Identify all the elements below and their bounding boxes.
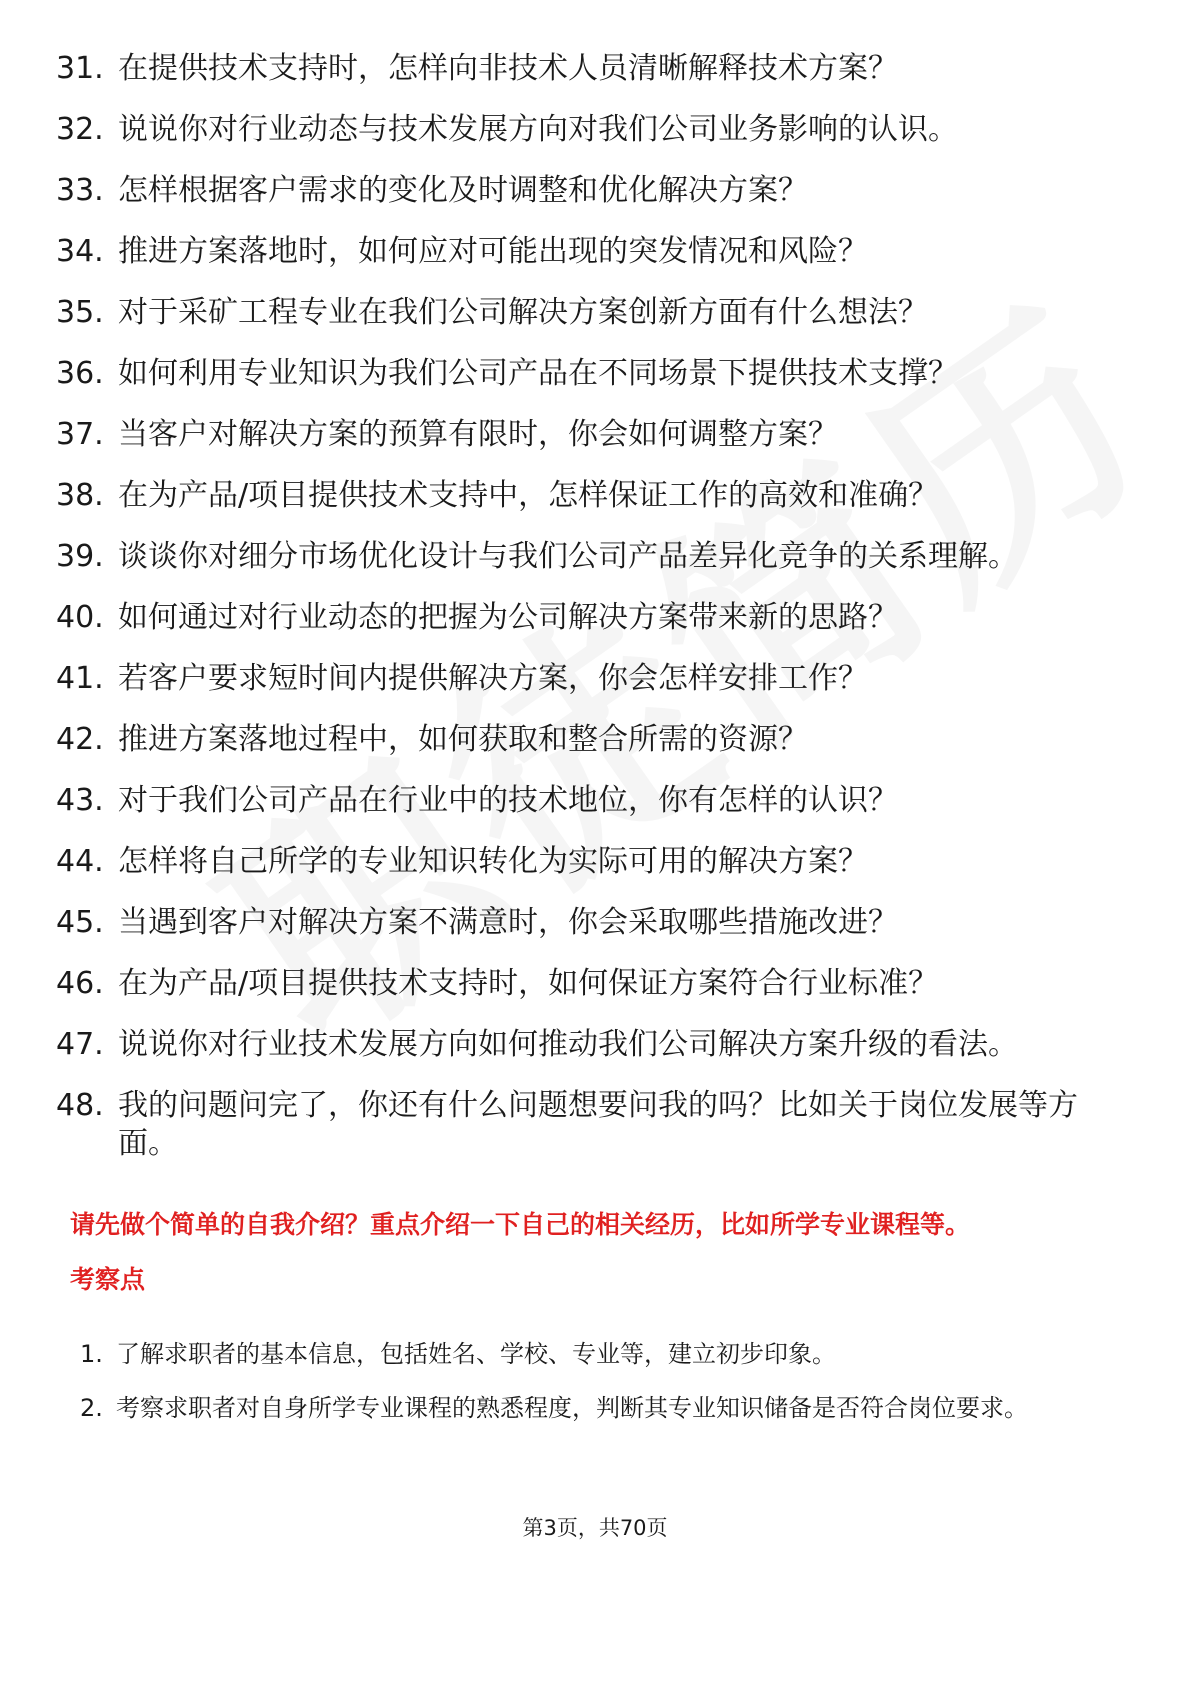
question-number: 45. [56,905,104,940]
question-item [56,50,1116,88]
question-item [56,1087,1116,1163]
question-item [56,172,1116,210]
question-number: 40. [56,600,104,635]
question-number: 39. [56,539,104,574]
question-list [56,50,1116,1186]
question-item [56,782,1116,820]
question-item [56,111,1116,149]
question-text: 怎样根据客户需求的变化及时调整和优化解决方案？ [118,173,808,208]
kaochadian-list [80,1330,1040,1438]
question-item [56,599,1116,637]
point-number: 2. [80,1394,103,1422]
question-number: 38. [56,478,104,513]
question-text: 若客户要求短时间内提供解决方案，你会怎样安排工作？ [118,661,868,696]
point-text: 考察求职者对自身所学专业课程的熟悉程度，判断其专业知识储备是否符合岗位要求。 [116,1394,1028,1422]
question-number: 35. [56,295,104,330]
question-item [56,904,1116,942]
question-number: 48. [56,1088,104,1123]
question-item [56,294,1116,332]
kaochadian-item [80,1330,1040,1378]
question-text: 在为产品/项目提供技术支持时，如何保证方案符合行业标准？ [118,966,939,1001]
question-item [56,416,1116,454]
highlight-question: 请先做个简单的自我介绍？重点介绍一下自己的相关经历，比如所学专业课程等。 [70,1210,971,1239]
question-text: 说说你对行业动态与技术发展方向对我们公司业务影响的认识。 [118,112,958,147]
question-item [56,355,1116,393]
question-text: 在为产品/项目提供技术支持中，怎样保证工作的高效和准确？ [118,478,939,513]
question-number: 34. [56,234,104,269]
point-text: 了解求职者的基本信息，包括姓名、学校、专业等，建立初步印象。 [116,1340,836,1368]
question-item [56,721,1116,759]
question-item [56,1026,1116,1064]
question-number: 42. [56,722,104,757]
question-number: 46. [56,966,104,1001]
question-item [56,233,1116,271]
question-text: 谈谈你对细分市场优化设计与我们公司产品差异化竞争的关系理解。 [118,539,1018,574]
question-text: 如何利用专业知识为我们公司产品在不同场景下提供技术支撑？ [118,356,958,391]
question-number: 37. [56,417,104,452]
question-text: 我的问题问完了，你还有什么问题想要问我的吗？比如关于岗位发展等方面。 [118,1088,1078,1161]
question-number: 36. [56,356,104,391]
question-text: 说说你对行业技术发展方向如何推动我们公司解决方案升级的看法。 [118,1027,1018,1062]
question-number: 33. [56,173,104,208]
question-text: 当客户对解决方案的预算有限时，你会如何调整方案？ [118,417,838,452]
point-number: 1. [80,1340,103,1368]
question-text: 在提供技术支持时，怎样向非技术人员清晰解释技术方案？ [118,51,898,86]
page-number: 第3页，共70页 [522,1516,668,1540]
kaochadian-title: 考察点 [70,1265,146,1294]
question-item [56,477,1116,515]
question-text: 推进方案落地过程中，如何获取和整合所需的资源？ [118,722,808,757]
question-item [56,538,1116,576]
question-text: 如何通过对行业动态的把握为公司解决方案带来新的思路？ [118,600,898,635]
question-number: 44. [56,844,104,879]
kaochadian-item [80,1384,1040,1432]
question-number: 47. [56,1027,104,1062]
question-text: 怎样将自己所学的专业知识转化为实际可用的解决方案？ [118,844,868,879]
question-number: 41. [56,661,104,696]
question-item [56,843,1116,881]
question-number: 31. [56,51,104,86]
question-number: 32. [56,112,104,147]
question-item [56,660,1116,698]
question-text: 推进方案落地时，如何应对可能出现的突发情况和风险？ [118,234,868,269]
question-item [56,965,1116,1003]
question-text: 当遇到客户对解决方案不满意时，你会采取哪些措施改进？ [118,905,898,940]
question-number: 43. [56,783,104,818]
question-text: 对于采矿工程专业在我们公司解决方案创新方面有什么想法？ [118,295,928,330]
question-text: 对于我们公司产品在行业中的技术地位，你有怎样的认识？ [118,783,898,818]
